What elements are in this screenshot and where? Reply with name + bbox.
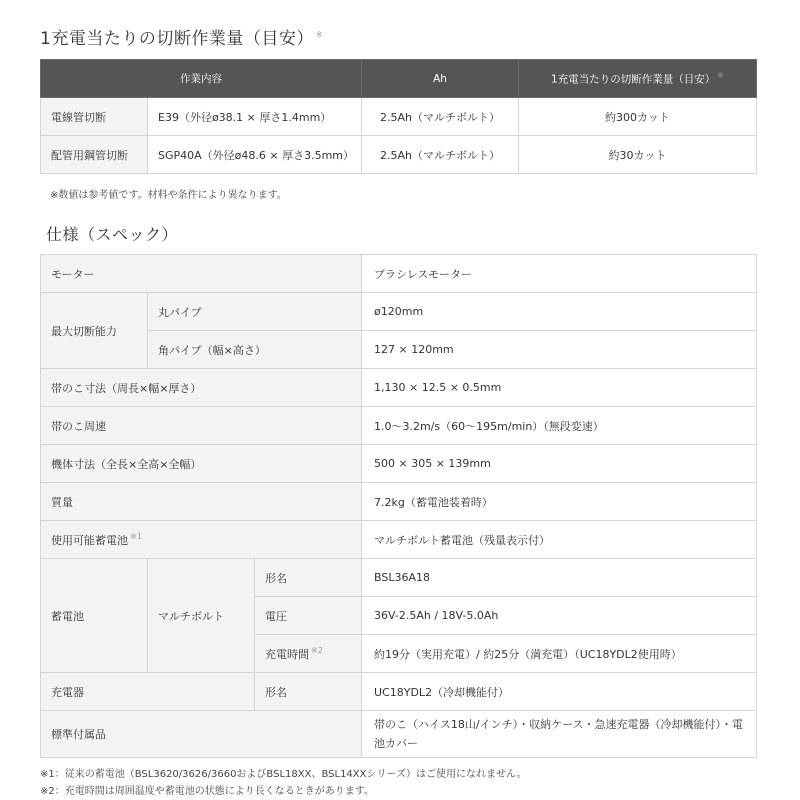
spec-label: 使用可能蓄電池 $^{※1}$ xyxy=(41,521,362,559)
spec-row-body-size xyxy=(41,445,757,483)
spec-value: 1,130 × 12.5 × 0.5mm xyxy=(362,369,757,407)
spec-label: 帯のこ周速 xyxy=(41,407,362,445)
spec-sub-label: 電圧 xyxy=(255,597,362,635)
spec-row-weight xyxy=(41,483,757,521)
header-amount: 1充電当たりの切断作業量（目安） ※ xyxy=(519,60,757,98)
table-row xyxy=(41,98,757,136)
spec-value: 約19分（実用充電）/ 約25分（満充電）（UC18YDL2使用時） xyxy=(362,635,757,673)
spec-value: ブラシレスモーター xyxy=(362,255,757,293)
spec-sub-label: 充電時間 $^{※2}$ xyxy=(255,635,362,673)
spec-label: 蓄電池 xyxy=(41,559,148,673)
row-ah: 2.5Ah（マルチボルト） xyxy=(362,98,519,136)
spec-row-battery-model xyxy=(41,559,757,597)
spec-label: 質量 xyxy=(41,483,362,521)
spec-table xyxy=(40,254,757,758)
spec-label: 帯のこ寸法（周長×幅×厚さ） xyxy=(41,369,362,407)
spec-label: 最大切断能力 xyxy=(41,293,148,369)
spec-value: 1.0～3.2m/s（60～195m/min）（無段変速） xyxy=(362,407,757,445)
spec-label: 標準付属品 xyxy=(41,711,362,758)
reference-note: ※数値は参考値です。材料や条件により異なります。 xyxy=(50,190,287,201)
spec-sub-label: 形名 xyxy=(255,559,362,597)
spec-sub-label: マルチボルト xyxy=(148,559,255,673)
work-amount-header-row xyxy=(41,60,757,98)
spec-value: マルチボルト蓄電池（残量表示付） xyxy=(362,521,757,559)
spec-value: 7.2kg（蓄電池装着時） xyxy=(362,483,757,521)
spec-sub-label: 丸パイプ xyxy=(148,293,362,331)
spec-value: 帯のこ（ハイス18山/インチ）・収納ケース・急速充電器（冷却機能付）・電池カバー xyxy=(362,711,757,758)
spec-value: 500 × 305 × 139mm xyxy=(362,445,757,483)
spec-row-capacity-round xyxy=(41,293,757,331)
row-type: 電線管切断 xyxy=(41,98,148,136)
row-spec: SGP40A（外径ø48.6 × 厚さ3.5mm） xyxy=(148,136,362,174)
spec-row-blade-speed xyxy=(41,407,757,445)
work-amount-title: 1充電当たりの切断作業量（目安） ※ xyxy=(40,29,324,49)
footnote-1: ※1：従来の蓄電池（BSL3620/3626/3660およびBSL18XX、BSL14XXシリーズ）はご使用になれません。 xyxy=(40,769,527,780)
row-spec: E39（外径ø38.1 × 厚さ1.4mm） xyxy=(148,98,362,136)
row-type: 配管用鋼管切断 xyxy=(41,136,148,174)
header-work: 作業内容 xyxy=(41,60,362,98)
spec-title: 仕様（スペック） xyxy=(46,225,179,244)
row-amount: 約300カット xyxy=(519,98,757,136)
spec-row-usable-battery xyxy=(41,521,757,559)
spec-label: 機体寸法（全長×全高×全幅） xyxy=(41,445,362,483)
spec-value: UC18YDL2（冷却機能付） xyxy=(362,673,757,711)
spec-sub-label: 形名 xyxy=(255,673,362,711)
row-ah: 2.5Ah（マルチボルト） xyxy=(362,136,519,174)
table-row xyxy=(41,136,757,174)
spec-row-capacity-square xyxy=(41,331,757,369)
spec-row-motor xyxy=(41,255,757,293)
footnote-2: ※2：充電時間は周囲温度や蓄電池の状態により長くなるときがあります。 xyxy=(40,786,374,797)
spec-sub-label: 角パイプ（幅×高さ） xyxy=(148,331,362,369)
spec-value: 127 × 120mm xyxy=(362,331,757,369)
work-amount-table xyxy=(40,59,757,174)
row-amount: 約30カット xyxy=(519,136,757,174)
spec-row-charger xyxy=(41,673,757,711)
title-note-mark: ※ xyxy=(315,30,324,40)
spec-value: 36V-2.5Ah / 18V-5.0Ah xyxy=(362,597,757,635)
spec-value: ø120mm xyxy=(362,293,757,331)
spec-row-blade-size xyxy=(41,369,757,407)
header-ah: Ah xyxy=(362,60,519,98)
spec-label: モーター xyxy=(41,255,362,293)
spec-value: BSL36A18 xyxy=(362,559,757,597)
spec-row-accessories xyxy=(41,711,757,758)
spec-label: 充電器 xyxy=(41,673,255,711)
footnotes xyxy=(40,766,527,800)
